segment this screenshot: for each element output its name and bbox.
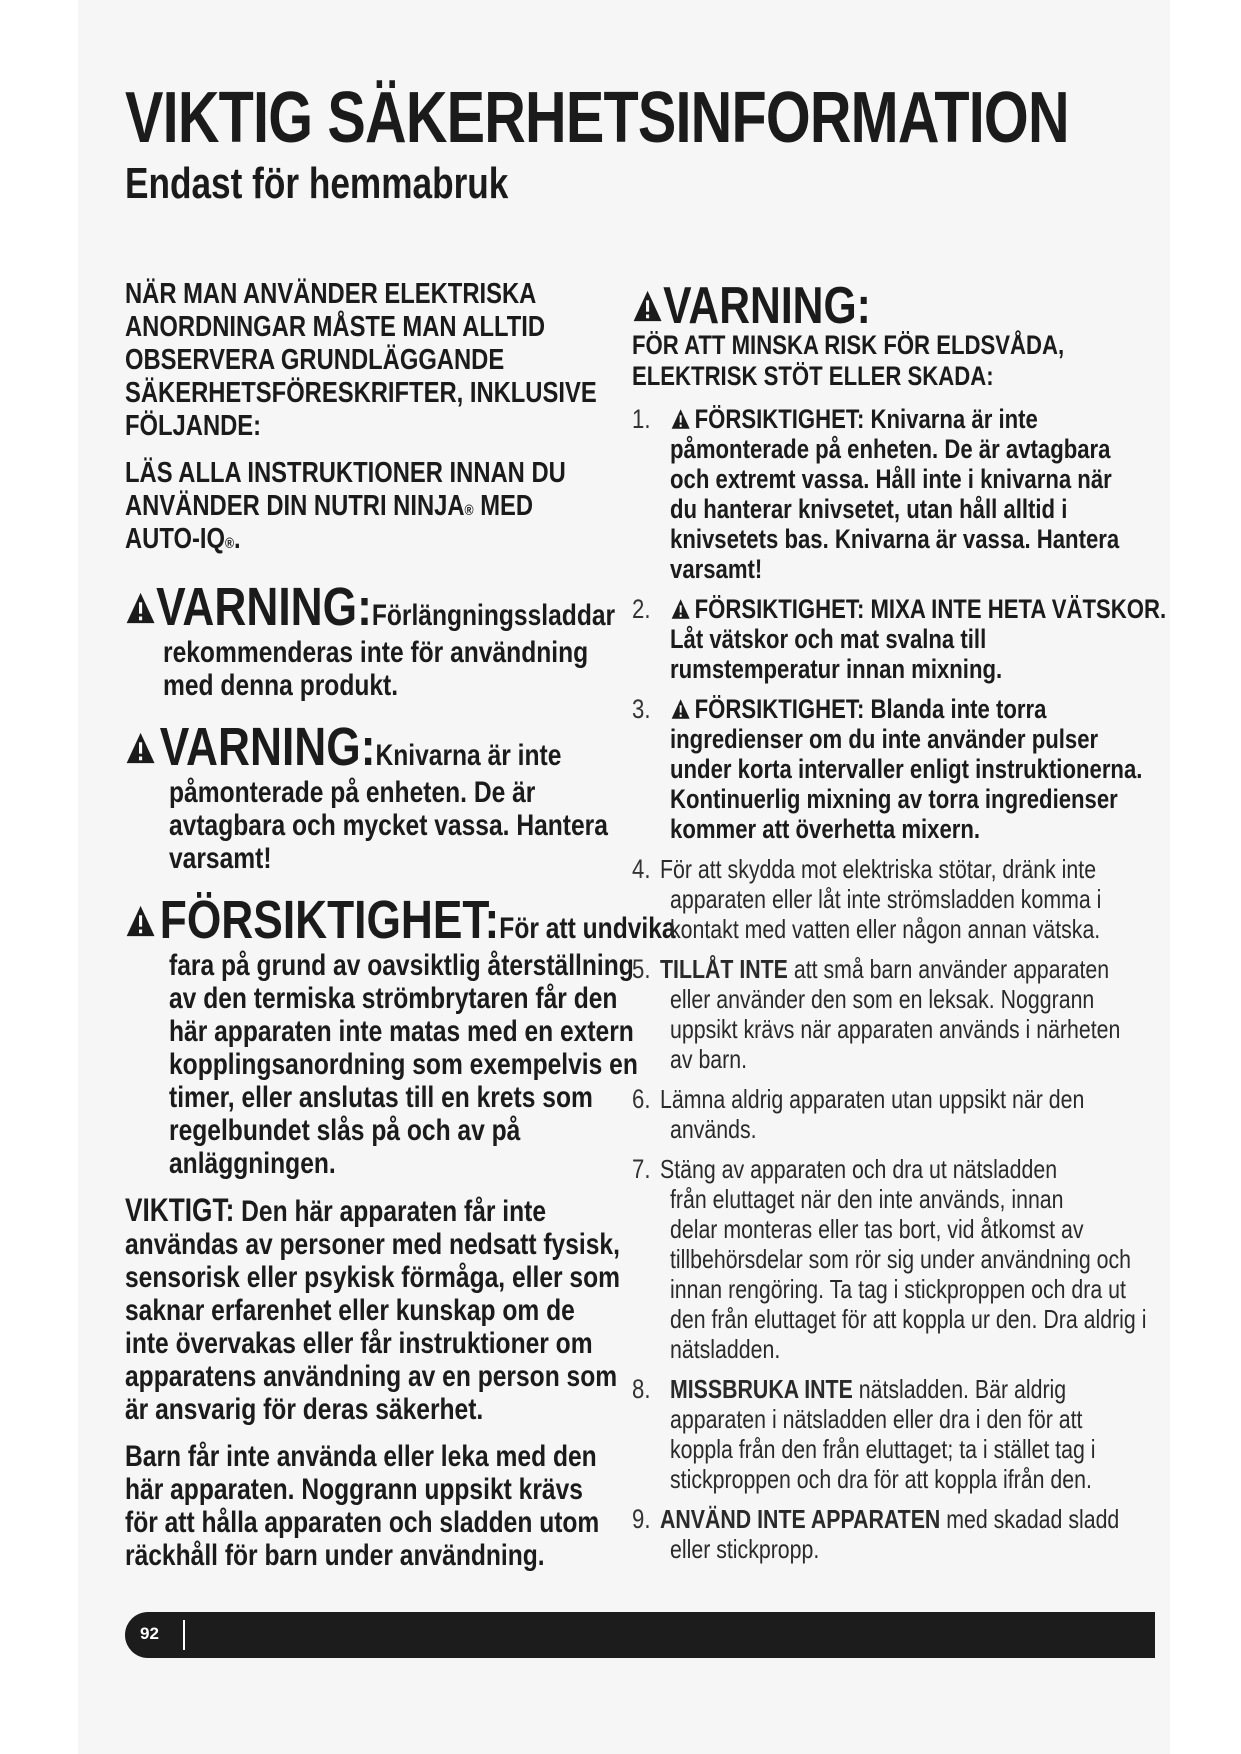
warning-triangle-icon — [125, 731, 156, 765]
safety-list — [632, 404, 1167, 1564]
warning-triangle-icon — [125, 904, 156, 938]
page-subtitle: Endast för hemmabruk — [125, 159, 509, 208]
list-item: 9. ANVÄND INTE APPARATEN med skadad sladd eller stickpropp. — [632, 1504, 1120, 1564]
important-notice: VIKTIGT: Den här apparaten får inte användas av personer med nedsatt fysisk, sensorisk eller psykisk förmåga, eller som saknar erfarenhet eller kunskap om de inte övervakas eller får instruktioner om apparatens användning av en person som är ansvarig för deras säkerhet. — [125, 1192, 620, 1426]
intro-text: NÄR MAN ANVÄNDER ELEKTRISKA ANORDNINGAR MÅSTE MAN ALLTID OBSERVERA GRUNDLÄGGANDE SÄKERHETSFÖRESKRIFTER, INKLUSIVE FÖLJANDE: — [125, 278, 597, 442]
list-item: 8. MISSBRUKA INTE nätsladden. Bär aldrig apparaten i nätsladden eller dra i den för att koppla från den från eluttaget; ta i stället tag i stickproppen och dra för att koppla ifrån den. — [632, 1374, 1096, 1494]
right-column — [632, 277, 1167, 1574]
footer-bar — [125, 1612, 1155, 1658]
warning-extension-cords: VARNING:Förlängningssladdar rekommenderas inte för användning med denna produkt. — [125, 578, 615, 702]
warning-triangle-icon — [125, 591, 156, 625]
list-item: 6. Lämna aldrig apparaten utan uppsikt när den används. — [632, 1084, 1085, 1144]
warning-triangle-icon — [670, 698, 691, 720]
warning-header: VARNING: FÖR ATT MINSKA RISK FÖR ELDSVÅDA, ELEKTRISK STÖT ELLER SKADA: — [632, 277, 1065, 391]
page-title: VIKTIG SÄKERHETSINFORMATION — [125, 78, 1069, 158]
caution-thermal-switch: FÖRSIKTIGHET:För att undvika fara på grund av oavsiktlig återställning av den termiska strömbrytaren får den här apparaten inte matas med en extern kopplingsanordning som exempelvis en timer, eller anslutas till en krets som regelbundet slås på och av på anläggningen. — [125, 891, 615, 1180]
warning-triangle-icon — [632, 289, 663, 323]
left-column — [125, 278, 676, 1572]
list-item: 1. FÖRSIKTIGHET: Knivarna är inte påmonterade på enheten. De är avtagbara och extremt vassa. Håll inte i knivarna när du hanterar knivsetet, utan håll alltid i knivsetets bas. Knivarna är vassa. Hantera varsamt! — [632, 404, 1120, 584]
list-item: 2. FÖRSIKTIGHET: MIXA INTE HETA VÄTSKOR. Låt vätskor och mat svalna till rumstemperatur innan mixning. — [632, 594, 1167, 684]
list-item: 3. FÖRSIKTIGHET: Blanda inte torra ingredienser om du inte använder pulser under korta intervaller enligt instruktionerna. Kontinuerlig mixning av torra ingredienser kommer att överhetta mixern. — [632, 694, 1143, 844]
page-number: 92 — [140, 1624, 159, 1643]
children-notice: Barn får inte använda eller leka med den här apparaten. Noggrann uppsikt krävs för att hålla apparaten och sladden utom räckhåll för barn under användning. — [125, 1440, 600, 1572]
list-item: 7. Stäng av apparaten och dra ut nätsladden från eluttaget när den inte används, innan delar monteras eller tas bort, vid åtkomst av tillbehörsdelar som rör sig under användning och innan rengöring. Ta tag i stickproppen och dra ut den från eluttaget för att koppla ur den. Dra aldrig i nätsladden. — [632, 1154, 1147, 1364]
read-instructions-text: LÄS ALLA INSTRUKTIONER INNAN DU ANVÄNDER DIN NUTRI NINJA® MED AUTO-IQ®. — [125, 457, 566, 555]
warning-triangle-icon — [670, 598, 691, 620]
warning-blades: VARNING:Knivarna är inte påmonterade på enheten. De är avtagbara och mycket vassa. Hantera varsamt! — [125, 718, 615, 875]
list-item: 5. TILLÅT INTE att små barn använder apparaten eller använder den som en leksak. Noggrann uppsikt krävs när apparaten används i närheten av barn. — [632, 954, 1121, 1074]
list-item: 4. För att skydda mot elektriska stötar, dränk inte apparaten eller låt inte strömsladden komma i kontakt med vatten eller någon annan vätska. — [632, 854, 1102, 944]
warning-triangle-icon — [670, 408, 691, 430]
footer-divider — [183, 1620, 185, 1650]
